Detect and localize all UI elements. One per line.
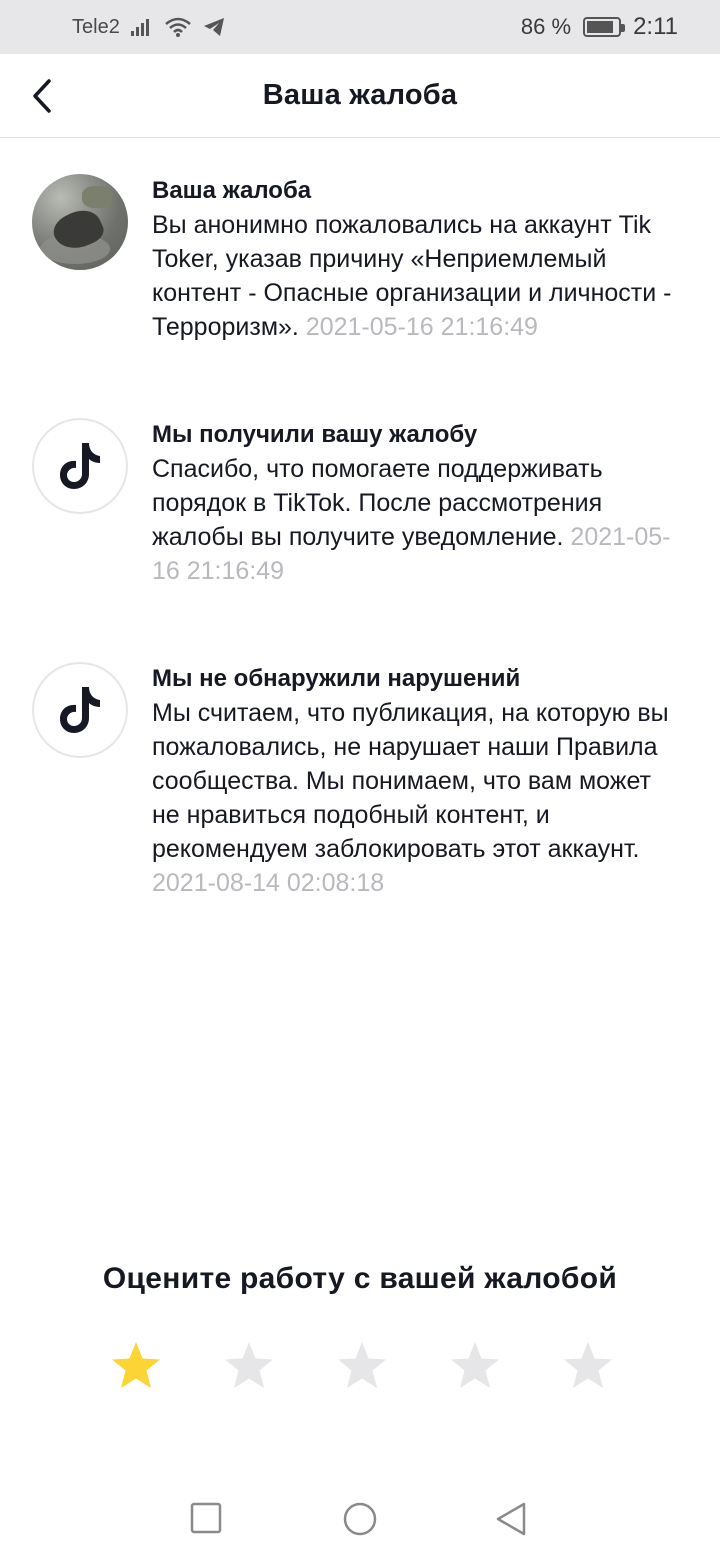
rating-section — [0, 1262, 720, 1296]
telegram-icon — [202, 16, 226, 38]
item-title: Мы не обнаружили нарушений — [152, 665, 521, 692]
home-icon[interactable] — [342, 1501, 378, 1537]
signal-icon — [130, 17, 154, 37]
clock: 2:11 — [633, 13, 678, 40]
timestamp: 2021-05-16 21:16:49 — [152, 523, 671, 585]
item-body — [152, 208, 680, 344]
header — [0, 54, 720, 138]
star-4-icon[interactable] — [449, 1340, 501, 1392]
item-text: Мы считаем, что публикация, на которую вы пожаловались, не нарушает наши Правила сообщества. Мы понимаем, что вам может не нравиться подобный контент, и рекомендуем заблокировать этот аккаунт. — [152, 699, 669, 863]
battery-percent: 86 % — [520, 14, 572, 39]
back-icon[interactable] — [494, 1501, 528, 1537]
item-body — [152, 696, 680, 900]
status-bar — [0, 0, 720, 54]
battery-icon — [583, 17, 621, 37]
list-item — [0, 662, 720, 900]
recent-apps-icon[interactable] — [190, 1502, 222, 1534]
item-text: Вы анонимно пожаловались на аккаунт Tik Toker, указав причину «Неприемлемый контент - Опасные организации и личности - Терроризм». — [152, 211, 672, 341]
item-title: Ваша жалоба — [152, 177, 312, 204]
chevron-left-icon — [30, 78, 54, 114]
list-item — [0, 418, 720, 588]
timestamp: 2021-08-14 02:08:18 — [152, 869, 385, 897]
item-title: Мы получили вашу жалобу — [152, 421, 478, 448]
tiktok-logo-icon — [32, 418, 128, 514]
avatar — [32, 174, 128, 270]
status-left — [72, 16, 226, 39]
rating-title: Оцените работу с вашей жалобой — [102, 1262, 618, 1295]
timestamp: 2021-05-16 21:16:49 — [305, 313, 538, 341]
status-right — [521, 13, 678, 41]
item-body — [152, 452, 680, 588]
tiktok-logo-icon — [32, 662, 128, 758]
star-3-icon[interactable] — [336, 1340, 388, 1392]
page-title: Ваша жалоба — [262, 79, 458, 111]
star-rating — [0, 1336, 720, 1396]
star-1-icon[interactable] — [110, 1340, 162, 1392]
back-button[interactable] — [22, 74, 62, 118]
star-2-icon[interactable] — [223, 1340, 275, 1392]
carrier-label: Tele2 — [72, 15, 120, 38]
wifi-icon — [164, 16, 192, 38]
item-text: Спасибо, что помогаете поддерживать порядок в TikTok. После рассмотрения жалобы вы получите уведомление. — [152, 455, 603, 551]
system-nav-bar — [0, 1480, 720, 1560]
list-item — [0, 174, 720, 344]
star-5-icon[interactable] — [562, 1340, 614, 1392]
